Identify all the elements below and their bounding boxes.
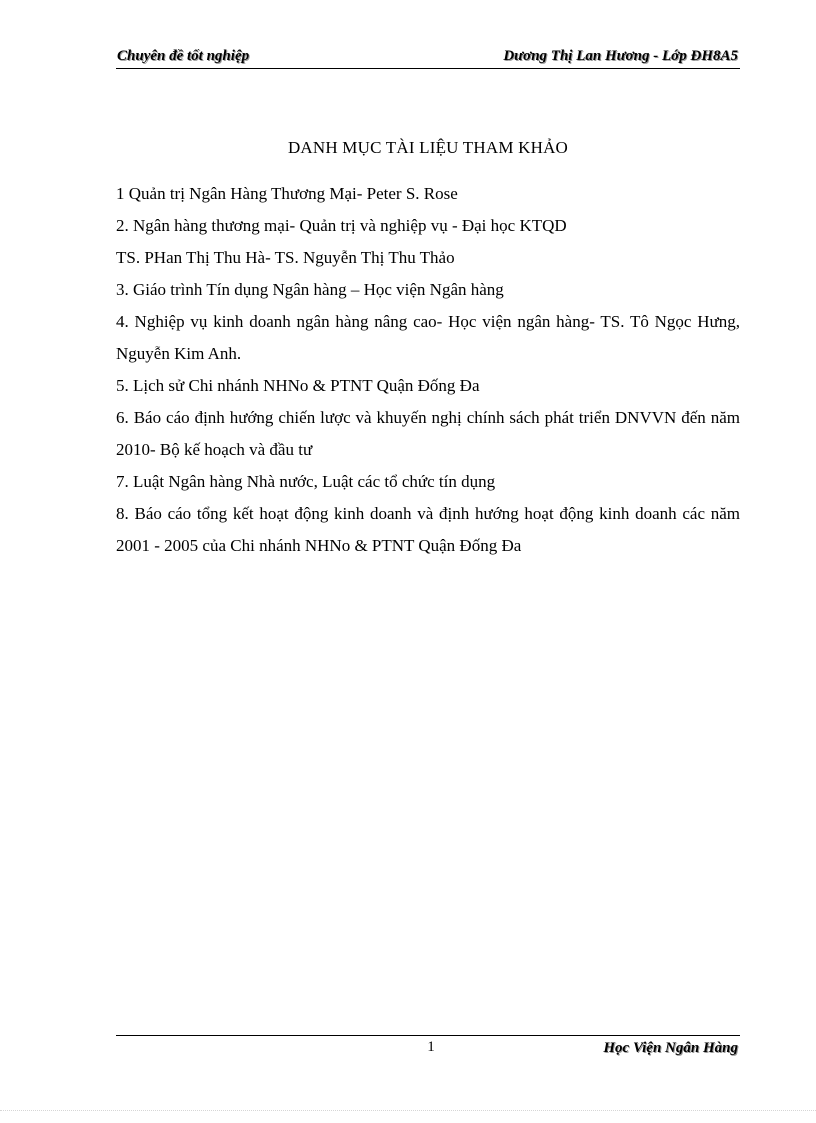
reference-item: 3. Giáo trình Tín dụng Ngân hàng – Học viện Ngân hàng bbox=[116, 280, 504, 299]
page-title: DANH MỤC TÀI LIỆU THAM KHẢO bbox=[287, 138, 569, 157]
reference-item: 1 Quản trị Ngân Hàng Thương Mại- Peter S. Rose bbox=[116, 184, 458, 203]
reference-item: 6. Báo cáo định hướng chiến lược và khuyến nghị chính sách phát triển DNVVN đến năm 2010- Bộ kế hoạch và đầu tư bbox=[116, 408, 740, 459]
page-header bbox=[116, 48, 740, 69]
reference-item: 7. Luật Ngân hàng Nhà nước, Luật các tổ chức tín dụng bbox=[116, 472, 496, 491]
page-bottom-border bbox=[0, 1110, 816, 1111]
reference-item: 4. Nghiệp vụ kinh doanh ngân hàng nâng cao- Học viện ngân hàng- TS. Tô Ngọc Hưng, Nguyễn Kim Anh. bbox=[116, 312, 740, 363]
header-document-type: Chuyên đề tốt nghiệp bbox=[117, 48, 250, 64]
footer-divider bbox=[116, 1035, 740, 1036]
page-number: 1 bbox=[427, 1039, 435, 1055]
reference-item: 8. Báo cáo tổng kết hoạt động kinh doanh và định hướng hoạt động kinh doanh các năm 2001 - 2005 của Chi nhánh NHNo & PTNT Quận Đống Đa bbox=[116, 504, 740, 555]
reference-item: 5. Lịch sử Chi nhánh NHNo & PTNT Quận Đống Đa bbox=[116, 376, 480, 395]
reference-list bbox=[116, 178, 740, 562]
footer-institution: Học Viện Ngân Hàng bbox=[603, 1040, 738, 1056]
reference-item: 2. Ngân hàng thương mại- Quản trị và nghiệp vụ - Đại học KTQD bbox=[116, 216, 567, 235]
header-author-class: Dương Thị Lan Hương - Lớp ĐH8A5 bbox=[503, 48, 738, 64]
reference-item: TS. PHan Thị Thu Hà- TS. Nguyễn Thị Thu Thảo bbox=[116, 248, 455, 267]
